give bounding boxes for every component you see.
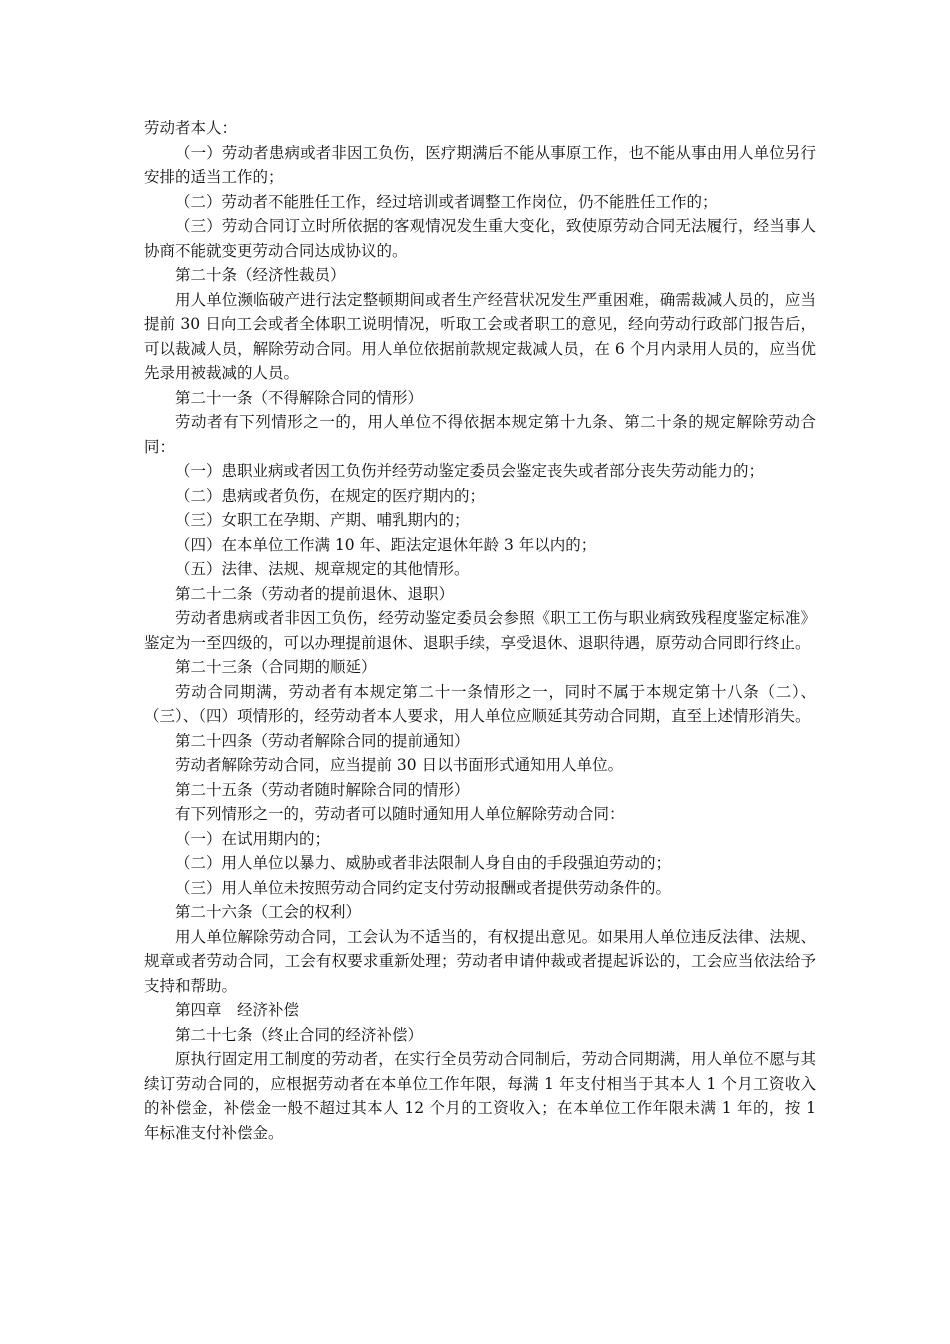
paragraph: 用人单位解除劳动合同，工会认为不适当的，有权提出意见。如果用人单位违反法律、法规、规章或者劳动合同，工会有权要求重新处理；劳动者申请仲裁或者提起诉讼的，工会应当依法给予支持和帮助。 xyxy=(144,927,816,995)
paragraph: （三）劳动合同订立时所依据的客观情况发生重大变化，致使原劳动合同无法履行，经当事人协商不能就变更劳动合同达成协议的。 xyxy=(144,217,816,260)
paragraph: （三）女职工在孕期、产期、哺乳期内的； xyxy=(175,511,470,529)
paragraph: 原执行固定用工制度的劳动者，在实行全员劳动合同制后，劳动合同期满，用人单位不愿与其续订劳动合同的，应根据劳动者在本单位工作年限，每满 1 年支付相当于其本人 1 个月工资收入的补偿金，补偿金一般不超过其本人 12 个月的工资收入；在本单位工作年限未满 1 年的，按 1 年标准支付补偿金。 xyxy=(144,1050,816,1142)
paragraph: 第二十条（经济性裁员） xyxy=(175,266,346,284)
paragraph: 第二十三条（合同期的顺延） xyxy=(175,658,377,676)
paragraph: 用人单位濒临破产进行法定整顿期间或者生产经营状况发生严重困难，确需裁减人员的，应当提前 30 日向工会或者全体职工说明情况，听取工会或者职工的意见，经向劳动行政部门报告后，可以裁减人员，解除劳动合同。用人单位依据前款规定裁减人员，在 6 个月内录用人员的，应当优先录用被裁减的人员。 xyxy=(144,290,816,382)
paragraph: 第二十二条（劳动者的提前退休、退职） xyxy=(175,584,455,603)
paragraph: （三）用人单位未按照劳动合同约定支付劳动报酬或者提供劳动条件的。 xyxy=(175,878,672,897)
paragraph: 第二十四条（劳动者解除合同的提前通知） xyxy=(175,731,470,750)
paragraph: （五）法律、法规、规章规定的其他情形。 xyxy=(175,560,470,578)
paragraph: 第四章 经济补偿 xyxy=(175,1001,300,1019)
paragraph: （一）劳动者患病或者非因工负伤，医疗期满后不能从事原工作，也不能从事由用人单位另行安排的适当工作的； xyxy=(144,143,816,186)
paragraph: 劳动者有下列情形之一的，用人单位不得依据本规定第十九条、第二十条的规定解除劳动合同： xyxy=(144,413,816,456)
paragraph: （一）在试用期内的； xyxy=(175,829,331,848)
paragraph: 第二十一条（不得解除合同的情形） xyxy=(175,388,424,407)
paragraph: 第二十七条（终止合同的经济补偿） xyxy=(175,1025,424,1044)
paragraph: （二）用人单位以暴力、威胁或者非法限制人身自由的手段强迫劳动的； xyxy=(175,854,672,872)
paragraph: 有下列情形之一的，劳动者可以随时通知用人单位解除劳动合同： xyxy=(175,805,625,823)
paragraph: 劳动合同期满，劳动者有本规定第二十一条情形之一，同时不属于本规定第十八条（二）、（三）、（四）项情形的，经劳动者本人要求，用人单位应顺延其劳动合同期，直至上述情形消失。 xyxy=(144,682,816,725)
paragraph: 第二十五条（劳动者随时解除合同的情形） xyxy=(175,780,470,799)
document-body xyxy=(144,116,816,1145)
paragraph: 劳动者患病或者非因工负伤，经劳动鉴定委员会参照《职工工伤与职业病致残程度鉴定标准》鉴定为一至四级的，可以办理提前退休、退职手续，享受退休、退职待遇，原劳动合同即行终止。 xyxy=(144,609,816,652)
paragraph: （一）患职业病或者因工负伤并经劳动鉴定委员会鉴定丧失或者部分丧失劳动能力的； xyxy=(175,462,765,480)
paragraph: （二）患病或者负伤，在规定的医疗期内的； xyxy=(175,486,486,505)
paragraph: 第二十六条（工会的权利） xyxy=(175,903,362,921)
paragraph: （四）在本单位工作满 10 年、距法定退休年龄 3 年以内的； xyxy=(175,535,597,554)
paragraph: 劳动者本人： xyxy=(144,119,238,137)
paragraph: 劳动者解除劳动合同，应当提前 30 日以书面形式通知用人单位。 xyxy=(175,756,624,774)
paragraph: （二）劳动者不能胜任工作，经过培训或者调整工作岗位，仍不能胜任工作的； xyxy=(175,192,718,211)
